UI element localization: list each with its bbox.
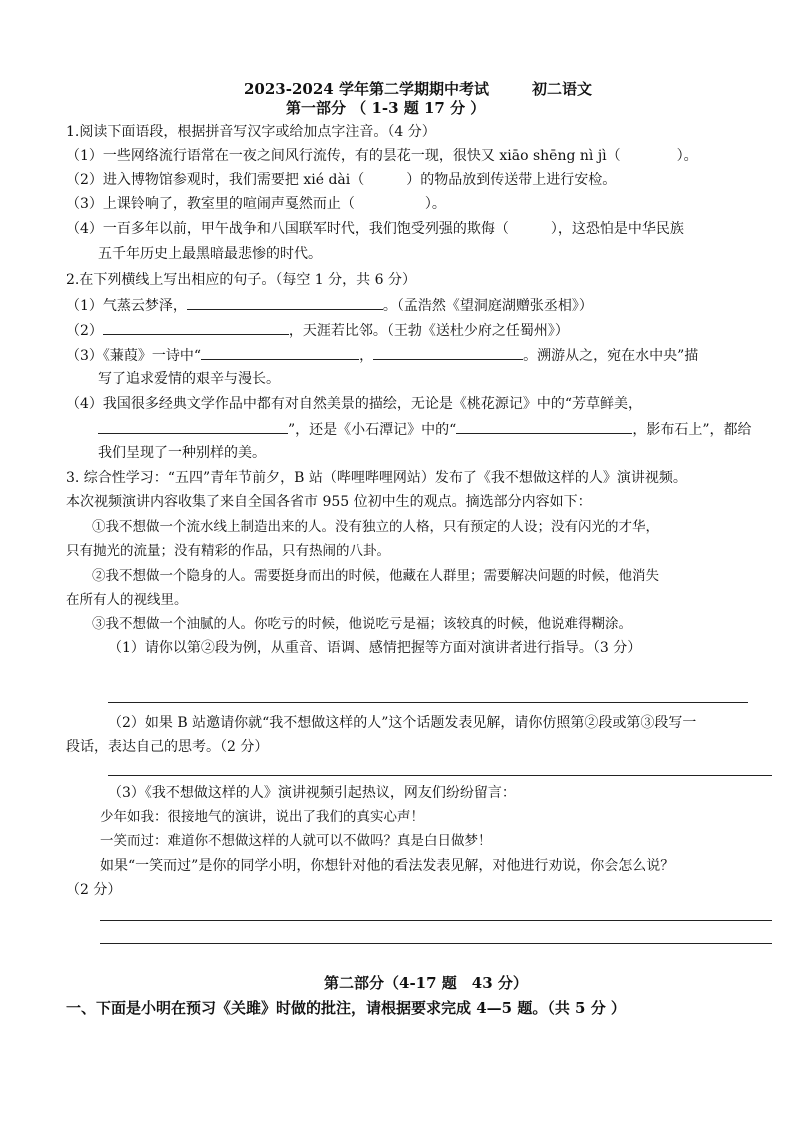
q2-item2-start: （2）: [66, 323, 103, 339]
part1-heading: 第一部分 （ 1-3 题 17 分 ）: [286, 99, 486, 117]
comment-2: 一笑而过：难道你不想做这样的人就可以不做吗？真是白日做梦！: [100, 833, 492, 849]
q3-sub2-line1: （2）如果 B 站邀请你就“我不想做这样的人”这个话题发表见解，请你仿照第②段或第③段写一: [108, 715, 697, 731]
q3-sub3: （3）《我不想做这样的人》演讲视频引起热议，网友们纷纷留言：: [108, 785, 516, 801]
q1-stem: 1.阅读下面语段，根据拼音写汉字或给加点字注音。（4 分）: [66, 124, 436, 140]
q3-stem-line2: 本次视频演讲内容收集了来自全国各省市 955 位初中生的观点。摘选部分内容如下：: [66, 494, 592, 510]
answer-blank[interactable]: [456, 419, 632, 434]
q2-item3-start: （3）《蒹葭》一诗中“: [66, 348, 202, 364]
q3-sub3-points: （2 分）: [66, 882, 122, 898]
part2-section1: 一、下面是小明在预习《关雎》时做的批注，请根据要求完成 4—5 题。（共 5 分 ）: [66, 999, 626, 1017]
speech-para1-line2: 只有抛光的流量；没有精彩的作品，只有热闹的八卦。: [66, 543, 390, 559]
q1-item2: （2）进入博物馆参观时，我们需要把 xié dài（ ）的物品放到传送带上进行安检。: [66, 172, 617, 188]
q2-item1-end: 。（孟浩然《望洞庭湖赠张丞相》）: [382, 298, 593, 314]
answer-blank[interactable]: [373, 345, 523, 360]
q2-item2-end: ，天涯若比邻。（王勃《送杜少府之任蜀州》）: [288, 323, 569, 339]
q2-item2: [66, 320, 569, 341]
q3-stem-line1: 3. 综合性学习：“五四”青年节前夕，B 站（哔哩哔哩网站）发布了《我不想做这样的人》演讲视频。: [66, 470, 687, 486]
part2-heading: 第二部分（4-17 题 43 分）: [324, 974, 528, 992]
q2-item1: [66, 295, 593, 316]
q2-stem: 2.在下列横线上写出相应的句子。（每空 1 分，共 6 分）: [66, 272, 416, 288]
q2-item4-line2: [98, 419, 752, 440]
comment-1: 少年如我：很接地气的演讲，说出了我们的真实心声！: [100, 809, 424, 825]
q1-item4-line1: （4）一百多年以前，甲午战争和八国联军时代，我们饱受列强的欺侮（ ），这恐怕是中华民族: [66, 221, 684, 237]
q3-sub2-line2: 段话，表达自己的思考。（2 分）: [66, 739, 269, 755]
q1-item4-line2: 五千年历史上最黑暗最悲惨的时代。: [98, 246, 322, 262]
answer-line[interactable]: [100, 943, 772, 944]
exam-title: 2023-2024 学年第二学期期中考试: [244, 80, 489, 98]
q2-item3-end: 。溯游从之，宛在水中央”描: [523, 348, 699, 364]
speech-para2-line2: 在所有人的视线里。: [66, 592, 188, 608]
q2-item3-line1: [66, 345, 698, 366]
speech-para1-line1: ①我不想做一个流水线上制造出来的人。没有独立的人格，只有预定的人设；没有闪光的才华，: [92, 519, 659, 535]
q1-item1: （1）一些网络流行语常在一夜之间风行流传，有的昙花一现，很快又 xiāo shēng nì jì（ ）。: [66, 148, 698, 164]
answer-blank[interactable]: [103, 320, 289, 335]
answer-blank[interactable]: [98, 419, 288, 434]
q3-sub3-question: 如果“一笑而过”是你的同学小明，你想针对他的看法发表见解，对他进行劝说，你会怎么说？: [100, 858, 675, 874]
q2-item4-line3: 我们呈现了一种别样的美。: [98, 445, 266, 461]
q2-item4-mid: ”，还是《小石潭记》中的“: [288, 422, 457, 438]
q2-item1-start: （1）气蒸云梦泽，: [66, 298, 187, 314]
answer-line[interactable]: [108, 702, 748, 703]
q2-item3-line2: 写了追求爱情的艰辛与漫长。: [98, 371, 280, 387]
answer-blank[interactable]: [187, 295, 383, 310]
speech-para3: ③我不想做一个油腻的人。你吃亏的时候，他说吃亏是福；该较真的时候，他说难得糊涂。: [92, 616, 632, 632]
q3-sub1: （1）请你以第②段为例，从重音、语调、感情把握等方面对演讲者进行指导。（3 分）: [108, 640, 642, 656]
answer-line[interactable]: [100, 920, 772, 921]
answer-blank[interactable]: [201, 345, 359, 360]
q1-item3: （3）上课铃响了，教室里的喧闹声戛然而止（ ）。: [66, 196, 446, 212]
subject-label: 初二语文: [532, 80, 593, 98]
q2-item4-end: ，影布石上”，都给: [632, 422, 752, 438]
q2-item3-sep: ，: [359, 348, 374, 364]
q2-item4-line1: （4）我国很多经典文学作品中都有对自然美景的描绘，无论是《桃花源记》中的“芳草鲜美，: [66, 396, 643, 412]
answer-line[interactable]: [108, 775, 772, 776]
speech-para2-line1: ②我不想做一个隐身的人。需要挺身而出的时候，他藏在人群里；需要解决问题的时候，他消失: [92, 568, 659, 584]
